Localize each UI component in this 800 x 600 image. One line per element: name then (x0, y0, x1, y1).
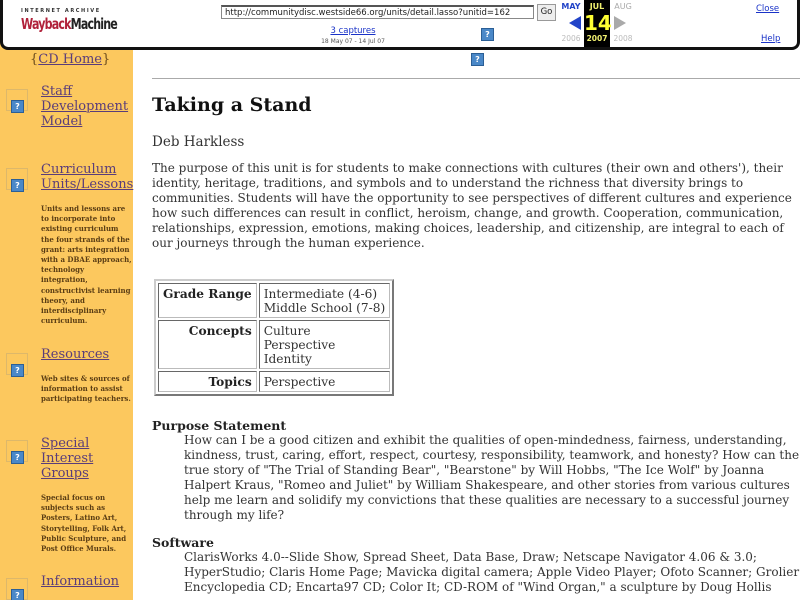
help-link[interactable]: Help (761, 34, 781, 44)
missing-image-placeholder (6, 440, 28, 462)
detail-value-line: Middle School (7-8) (263, 301, 386, 315)
current-day: 14 (584, 11, 612, 35)
missing-image-icon: ? (11, 364, 24, 377)
table-row (158, 371, 390, 392)
go-button[interactable]: Go (537, 4, 556, 21)
prev-month: MAY (561, 2, 581, 11)
table-row (158, 320, 390, 369)
software-body: ClarisWorks 4.0--Slide Show, Spread Sheet, Data Base, Draw; Netscape Navigator 4.06 & 3.0; HyperStudio; Claris Home Page; Mavicka digital camera; Apple Video Player; Ofoto Scanner; Grolier Encyclopedia CD; Encarta97 CD; Color It; CD-ROM of "Wind Organ," a sculpture by Doug Hollis (184, 550, 800, 594)
missing-image-icon: ? (11, 100, 24, 113)
brace-open: { (30, 52, 39, 67)
page-title: Taking a Stand (152, 94, 312, 116)
information-link[interactable]: Information (41, 574, 120, 589)
missing-image-placeholder (6, 89, 28, 111)
current-year: 2007 (586, 34, 608, 43)
unit-details-table (154, 279, 394, 396)
link-line: Interest (41, 451, 94, 466)
close-link[interactable]: Close (756, 4, 780, 14)
detail-value-line: Culture (263, 324, 311, 338)
url-input[interactable]: http://communitydisc.westside66.org/units/detail.lasso?unitid=162 (221, 5, 534, 19)
brace-close: } (101, 52, 111, 67)
link-line: Units/Lessons (41, 177, 134, 192)
missing-image-placeholder (6, 578, 28, 600)
link-line: Groups (41, 466, 89, 481)
current-capture (584, 0, 610, 47)
resources-description: Web sites & sources of information to assist participating teachers. (41, 374, 131, 404)
current-month: JUL (589, 2, 605, 11)
missing-image-placeholder (6, 353, 28, 375)
detail-key: Concepts (158, 320, 257, 369)
table-row (158, 283, 390, 318)
detail-value-line: Identity (263, 352, 312, 366)
help-icon[interactable]: ? (481, 28, 494, 41)
curriculum-units-link[interactable] (41, 162, 133, 192)
next-year: 2008 (613, 34, 633, 43)
missing-image-icon: ? (11, 451, 24, 464)
staff-development-link[interactable] (41, 84, 128, 129)
missing-image-icon: ? (471, 53, 484, 66)
prev-year: 2006 (561, 34, 581, 43)
logo-word-machine: Machine (70, 15, 117, 33)
sidebar (0, 0, 133, 600)
purpose-body: How can I be a good citizen and exhibit the qualities of open-mindedness, fairness, understanding, kindness, trust, caring, effort, respect, courtesy, responsibility, teamwork, and honesty? How can the true story of "The Trial of Standing Bear", "Bearstone" by Will Hobbs, "The Ice Wolf" by Joanna Halpert Kraus, "Romeo and Juliet" by William Shakespeare, and other stories from various cultures help me learn and solidify my convictions that these qualities are necessary to a successful journey through my life? (184, 433, 800, 522)
logo-wordmark (21, 15, 117, 33)
next-arrow-icon (614, 16, 626, 30)
missing-image-placeholder (6, 168, 28, 190)
curriculum-description: Units and lessons are to incorporate into existing curriculum the four strands of the grant: arts integration with a DBAE approach, technology integration, constructivist learning theory, and interdisciplinary curriculum. (41, 204, 132, 326)
cd-home-link[interactable]: CD Home (38, 52, 102, 67)
wayback-logo[interactable] (21, 8, 117, 36)
cd-home-nav (30, 52, 110, 67)
detail-value (259, 320, 391, 369)
link-line: Curriculum (41, 162, 117, 177)
capture-calendar (558, 0, 638, 47)
detail-value-line: Perspective (263, 338, 336, 352)
purpose-heading: Purpose Statement (152, 418, 287, 433)
resources-link[interactable]: Resources (41, 347, 110, 362)
missing-image-icon: ? (11, 589, 24, 600)
previous-arrow-icon[interactable] (569, 16, 581, 30)
captures-date-range: 18 May 07 - 14 Jul 07 (321, 38, 385, 45)
link-line: Development (41, 99, 129, 114)
next-month: AUG (614, 2, 632, 11)
author-name: Deb Harkless (152, 134, 245, 150)
wayback-toolbar (0, 0, 800, 50)
captures-link[interactable]: 3 captures (330, 26, 376, 36)
detail-value-line: Perspective (263, 375, 336, 389)
detail-key: Topics (158, 371, 257, 392)
detail-key: Grade Range (158, 283, 257, 318)
special-interest-description: Special focus on subjects such as Posters, Latino Art, Storytelling, Folk Art, Public Sculpture, and Post Office Murals. (41, 493, 127, 554)
previous-capture[interactable] (558, 0, 584, 47)
link-line: Special (41, 436, 90, 451)
special-interest-groups-link[interactable] (41, 436, 93, 481)
logo-word-wayback: Wayback (21, 15, 71, 33)
link-line: Model (41, 114, 83, 129)
detail-value (259, 283, 391, 318)
horizontal-rule (152, 78, 800, 79)
intro-paragraph: The purpose of this unit is for students to make connections with cultures (their own and others'), their identity, heritage, traditions, and symbols and to understand the richness that diversity brings to communities. Students will have the opportunity to see perspectives of different cultures and experience how such differences can result in conflict, heroism, change, and growth. Cooperation, communication, relationships, expression, emotions, making choices, leadership, and citizenship, are integral to each of our journeys through the human experience. (152, 161, 792, 250)
software-heading: Software (152, 535, 214, 550)
link-line: Staff (41, 84, 73, 99)
detail-value (259, 371, 391, 392)
next-capture (610, 0, 636, 47)
logo-tagline: INTERNET ARCHIVE (21, 8, 101, 14)
missing-image-icon: ? (11, 179, 24, 192)
detail-value-line: Intermediate (4-6) (263, 287, 378, 301)
